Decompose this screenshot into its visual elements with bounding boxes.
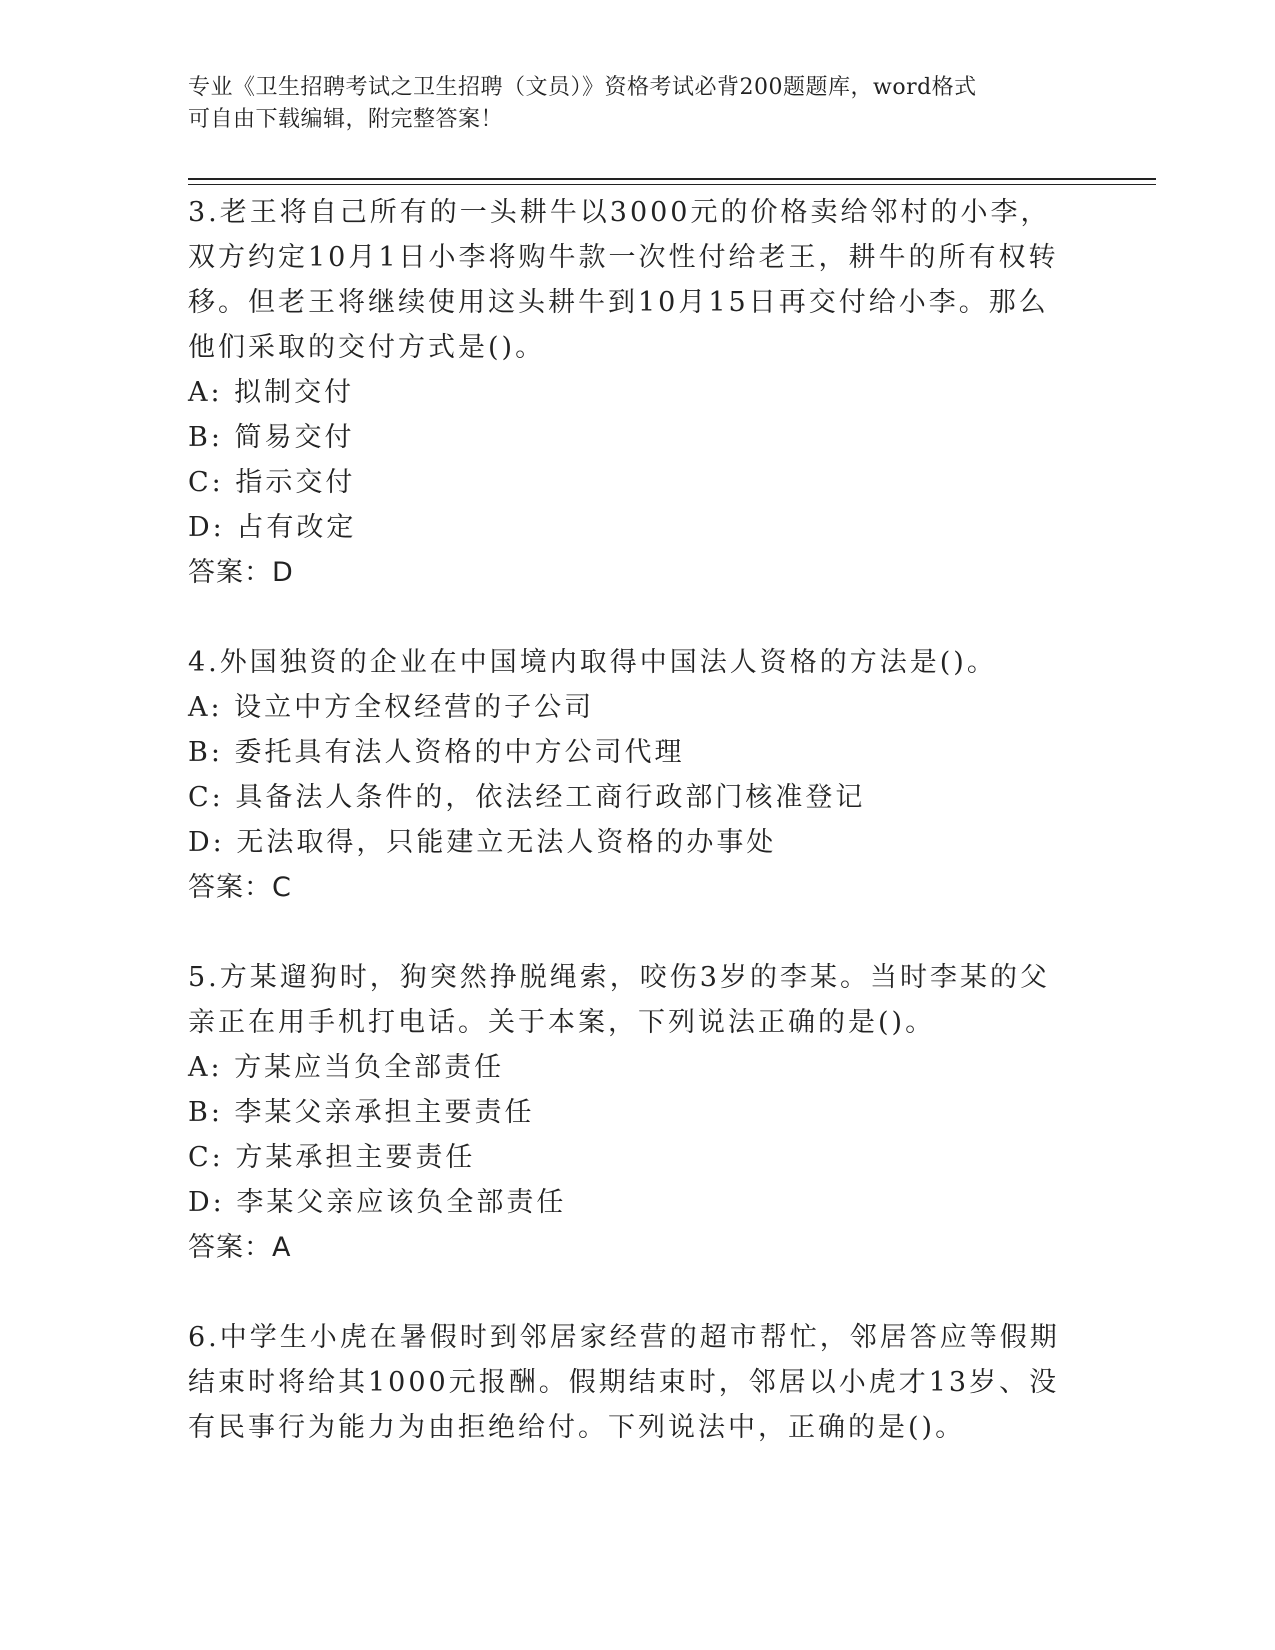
question-stem: 4.外国独资的企业在中国境内取得中国法人资格的方法是()。 [188, 647, 997, 678]
question-stem: 5.方某遛狗时，狗突然挣脱绳索，咬伤3岁的李某。当时李某的父亲正在用手机打电话。关于本案，下列说法正确的是()。 [188, 962, 1050, 1038]
question-6 [188, 1315, 1078, 1450]
header-divider-thick [188, 178, 1156, 180]
question-stem: 3.老王将自己所有的一头耕牛以3000元的价格卖给邻村的小李，双方约定10月1日小李将购牛款一次性付给老王，耕牛的所有权转移。但老王将继续使用这头耕牛到10月15日再交付给小李。那么他们采取的交付方式是()。 [188, 197, 1059, 363]
option-d: D: 占有改定 [188, 512, 357, 543]
question-list [188, 190, 1078, 1495]
question-5 [188, 955, 1078, 1270]
option-c: C: 方某承担主要责任 [188, 1142, 476, 1173]
question-3 [188, 190, 1078, 595]
question-stem: 6.中学生小虎在暑假时到邻居家经营的超市帮忙，邻居答应等假期结束时将给其1000元报酬。假期结束时，邻居以小虎才13岁、没有民事行为能力为由拒绝给付。下列说法中，正确的是()。 [188, 1322, 1060, 1443]
answer: 答案：A [188, 1232, 292, 1263]
header-divider-thin [188, 184, 1156, 185]
header-line-2: 可自由下载编辑，附完整答案！ [188, 107, 504, 132]
option-c: C: 具备法人条件的，依法经工商行政部门核准登记 [188, 782, 866, 813]
option-b: B: 李某父亲承担主要责任 [188, 1097, 535, 1128]
option-a: A: 拟制交付 [188, 377, 355, 408]
answer: 答案：D [188, 557, 294, 588]
option-a: A: 设立中方全权经营的子公司 [188, 692, 595, 723]
answer: 答案：C [188, 872, 292, 903]
option-d: D: 李某父亲应该负全部责任 [188, 1187, 567, 1218]
option-a: A: 方某应当负全部责任 [188, 1052, 505, 1083]
question-4 [188, 640, 1078, 910]
option-b: B: 委托具有法人资格的中方公司代理 [188, 737, 685, 768]
option-d: D: 无法取得，只能建立无法人资格的办事处 [188, 827, 777, 858]
option-c: C: 指示交付 [188, 467, 356, 498]
option-b: B: 简易交付 [188, 422, 355, 453]
document-header [188, 72, 1068, 136]
header-line-1: 专业《卫生招聘考试之卫生招聘（文员）》资格考试必背200题题库，word格式 [188, 75, 977, 100]
